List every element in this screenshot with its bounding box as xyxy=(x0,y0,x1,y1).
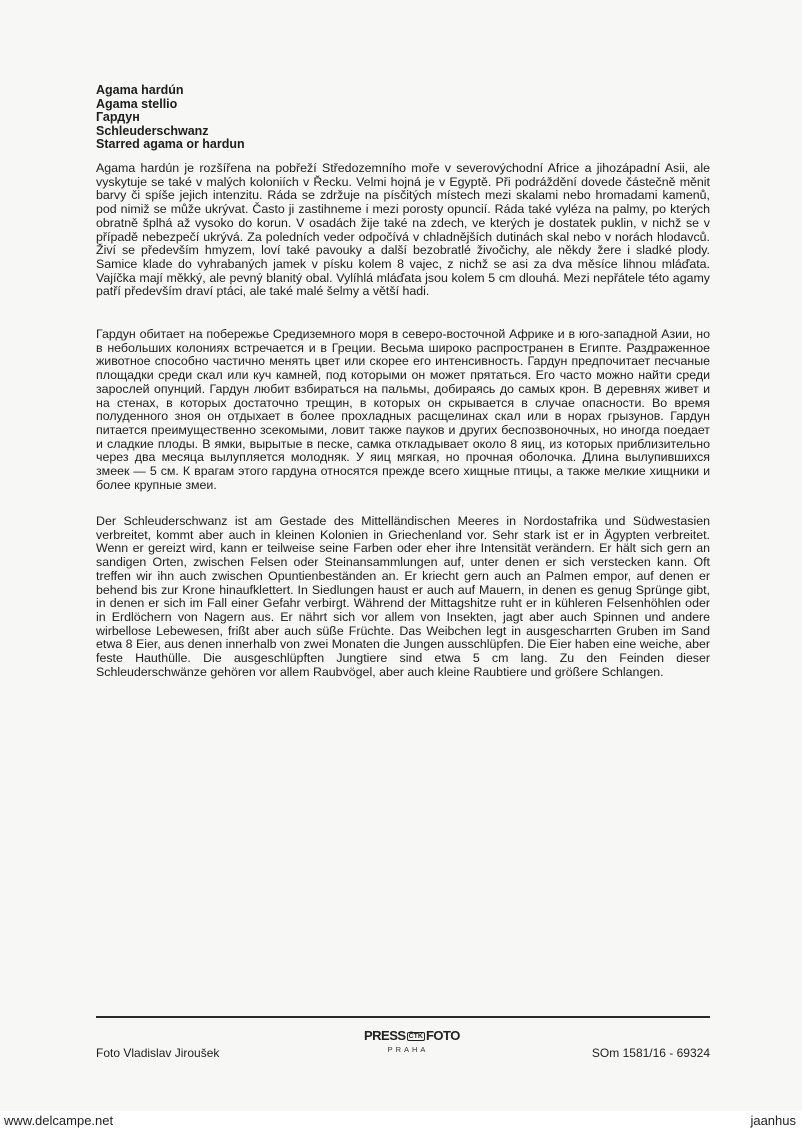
title-latin: Agama stellio xyxy=(96,96,178,111)
watermark-bar xyxy=(0,1111,802,1131)
pressfoto-logo xyxy=(364,1028,460,1060)
species-names xyxy=(96,84,696,152)
title-russian: Гардун xyxy=(96,110,140,125)
paragraph-russian: Гардун обитает на побережье Средиземного моря в северо-восточной Африке и в юго-западной Азии, но в небольших колониях встречается и в Греции. Весьма широко распространен в Египте. Раздраженное животное способно частично менять цвет или скорее его интенсивность. Гардун предпочитает песчаные площадки среди скал или куч камней, под которыми он может прятаться. Его часто можно найти среди зарослей опунций. Гардун любит взбираться на пальмы, добираясь до самых крон. В деревнях живет и на стенах, в которых достаточно трещин, в которых он скрывается в случае опасности. Во время полуденного зноя он отдыхает в более прохладных расщелинах скал или в норах грызунов. Гардун питается преимущественно зсекомыми, ловит также пауков и других беспозвоночных, но иногда поедает и сладкие плоды. В ямки, вырытые в песке, самка откладывает около 8 яиц, из которых приблизительно через два месяца вылупляется молодняк. У яиц мягкая, но прочная оболочка. Длина вылупившихся змеек — 5 см. К врагам этого гардуна относятся прежде всего хищные птицы, а также мелкие хищники и более крупные змеи. xyxy=(96,327,710,492)
paragraph-german: Der Schleuderschwanz ist am Gestade des Mittelländischen Meeres in Nordostafrika und Südwestasien verbreitet, kommt aber auch in kleinen Kolonien in Griechenland vor. Sehr stark ist er in Ägypten verbreitet. Wenn er gereizt wird, kann er teilweise seine Farben oder eher ihre Intensität verändern. Er hält sich gern an sandigen Orten, zwischen Felsen oder Steinansammlungen auf, unter denen er sich verstecken kann. Oft treffen wir ihn auch zwischen Opuntienbeständen an. Er kriecht gern auch an Palmen empor, auf denen er behend bis zur Krone hinaufklettert. In Siedlungen haust er auch auf Mauern, in denen es genug Sprünge gibt, in denen er sich im Fall einer Gefahr verbirgt. Während der Mittagshitze ruht er in kühleren Felsenhöhlen oder in Erdlöchern von Nagern aus. Er nährt sich vor allem von Insekten, jagt aber auch Spinnen und andere wirbellose Lebewesen, frißt aber auch süße Früchte. Das Weibchen legt in ausgescharrten Gruben im Sand etwa 8 Eier, aus denen innerhalb von zwei Monaten die Jungen ausschlüpfen. Die Eier haben eine weiche, aber feste Hauthülle. Die ausgeschlüpften Jungtiere sind etwa 5 cm lang. Zu den Feinden dieser Schleuderschwänze gehören vor allem Raubvögel, aber auch kleine Raubtiere und größere Schlangen. xyxy=(96,514,710,679)
catalog-code: SOm 1581/16 - 69324 xyxy=(591,1046,710,1060)
watermark-left: www.delcampe.net xyxy=(4,1113,114,1128)
title-english: Starred agama or hardun xyxy=(96,137,245,152)
photo-credit: Foto Vladislav Jiroušek xyxy=(96,1046,220,1060)
footer-divider xyxy=(96,1016,710,1018)
logo-press-text: PRESS xyxy=(364,1028,406,1043)
logo-city: PRAHA xyxy=(387,1045,429,1054)
watermark-right: jaanhus xyxy=(750,1113,796,1128)
title-german: Schleuderschwanz xyxy=(96,123,209,138)
logo-wordmark xyxy=(364,1028,460,1043)
logo-ctk-mark: ČTK xyxy=(408,1033,423,1040)
title-czech: Agama hardún xyxy=(96,83,184,97)
logo-foto-text: FOTO xyxy=(425,1028,460,1043)
paragraph-czech: Agama hardún je rozšířena na pobřeží Středozemního moře v severovýchodní Africe a jihozápadní Asii, ale vyskytuje se také v malých koloniích v Řecku. Velmi hojná je v Egyptě. Při podráždění dovede částečně měnit barvy či spíše jejich intenzitu. Ráda se zdržuje na písčitých místech mezi skalami nebo hromadami kamenů, pod nimiž se může ukrývat. Často ji zastihneme i mezi porosty opuncií. Ráda také vyléza na palmy, po kterých obratně šplhá až vysoko do korun. V osadách žije také na zdech, ve kterých je dostatek puklin, v nichž se v případě nebezpečí ukrývá. Za poledních veder odpočívá v chladnějších dutinách skal nebo v norách hlodavců. Živí se především hmyzem, loví také pavouky a další bezobratlé živočichy, ale někdy žere i sladké plody. Samice klade do vyhrabaných jamek v písku kolem 8 vajec, z nichž se asi za dva měsíce lihnou mláďata. Vajíčka mají měkký, ale pevný blanitý obal. Vylíhlá mláďata jsou kolem 5 cm dlouhá. Mezi nepřátele této agamy patří především draví ptáci, ale také malé šelmy a větší hadi. xyxy=(96,161,710,299)
